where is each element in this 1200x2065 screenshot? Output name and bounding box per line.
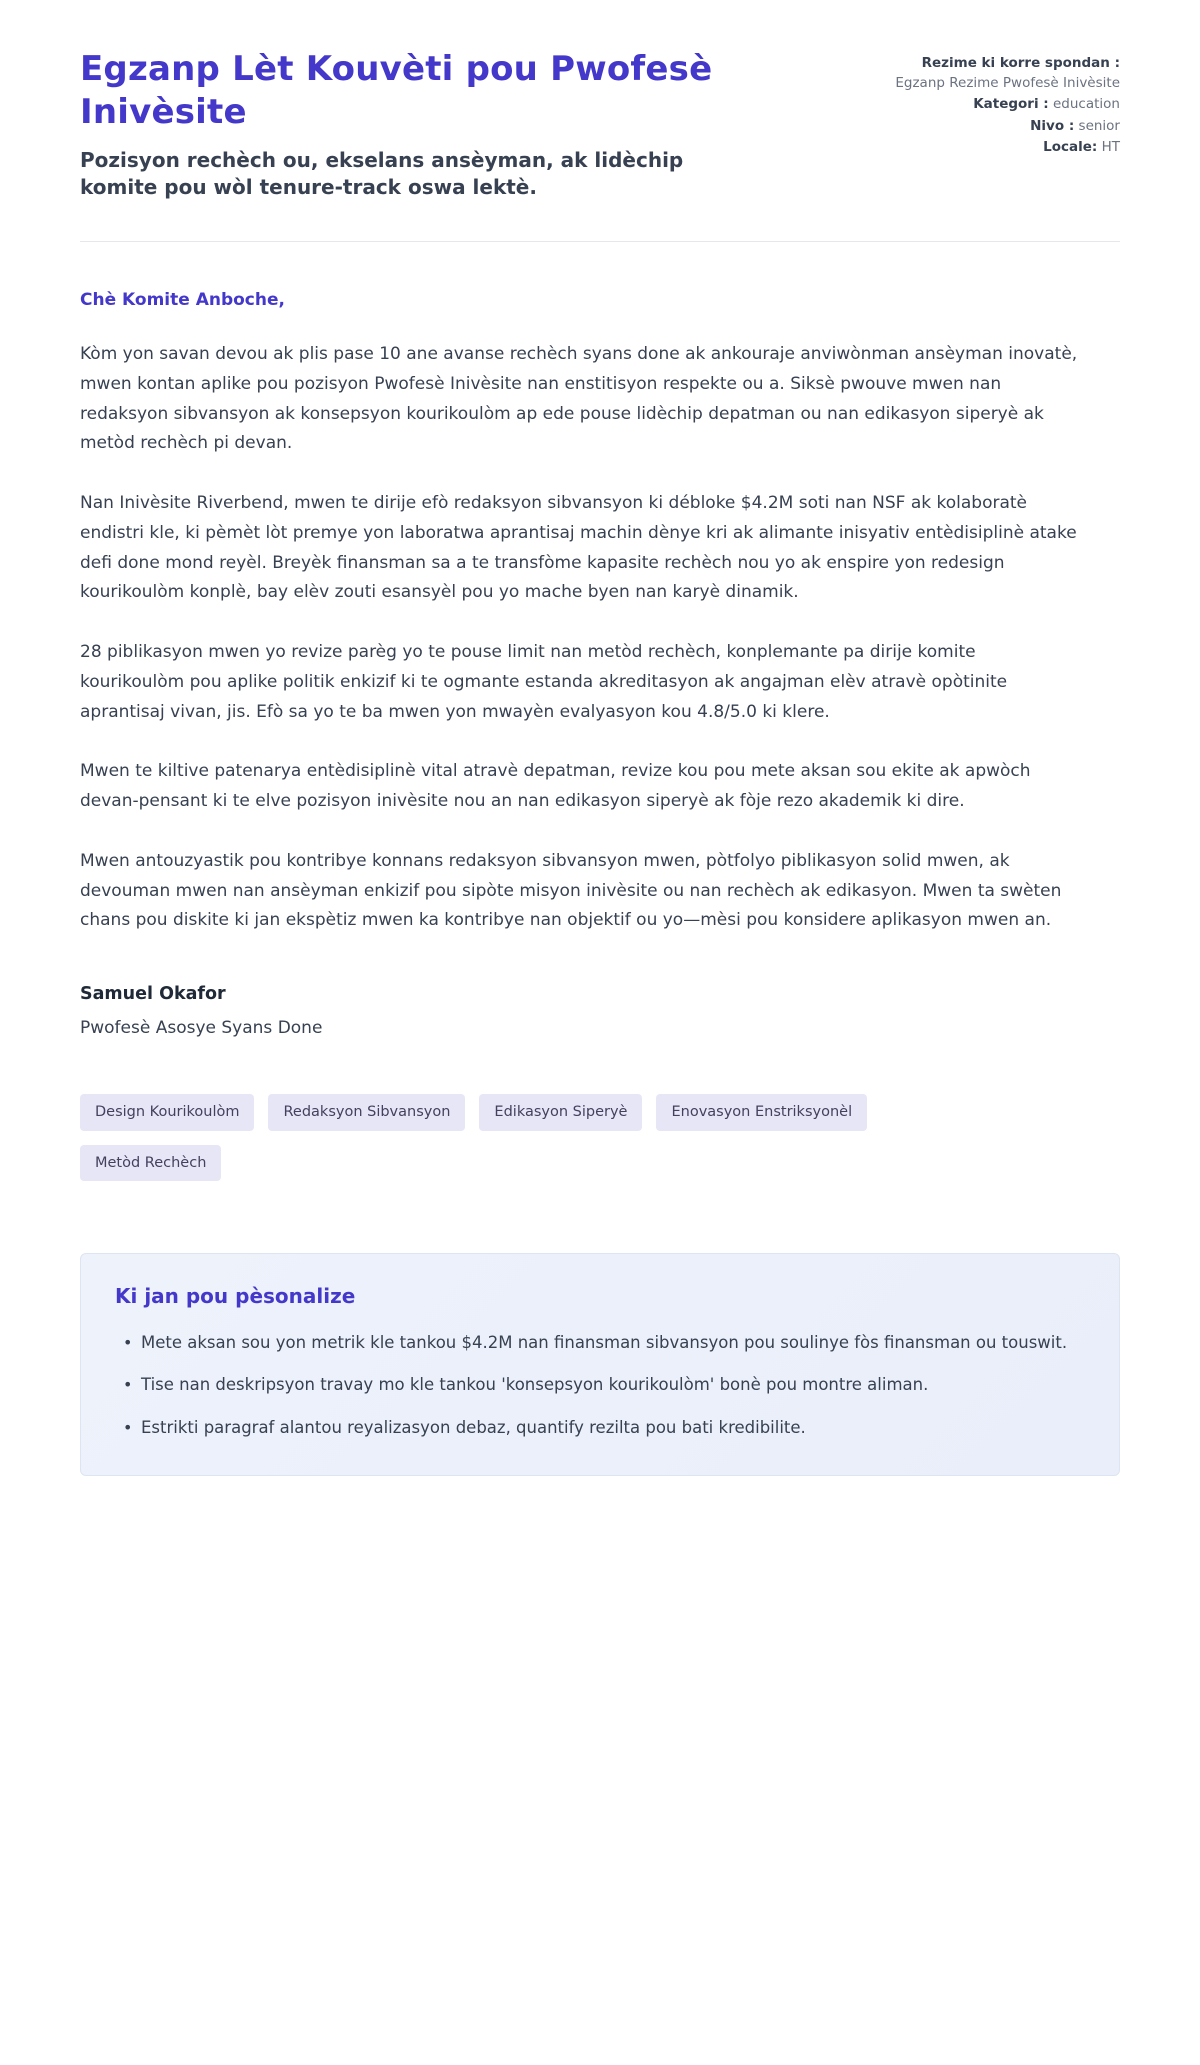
callout-tips-list bbox=[115, 1330, 1085, 1441]
tag-chip-design-kourikoulom[interactable]: Design Kourikoulòm bbox=[80, 1094, 254, 1131]
header-divider bbox=[80, 241, 1120, 242]
content-container bbox=[80, 0, 1120, 1516]
letter-greeting: Chè Komite Anboche, bbox=[80, 290, 285, 310]
meta-level-label: Nivo : bbox=[1030, 117, 1075, 134]
meta-level-row bbox=[880, 117, 1120, 137]
tag-chip-metod-rechech[interactable]: Metòd Rechèch bbox=[80, 1145, 221, 1182]
tag-chip-redaksyon-sibvansyon[interactable]: Redaksyon Sibvansyon bbox=[268, 1094, 465, 1131]
letter-paragraph: Kòm yon savan devou ak plis pase 10 ane avanse rechèch syans done ak ankouraje anviwònman ansèyman inovatè, mwen kontan aplike pou pozisyon Pwofesè Inivèsite nan enstitisyon respekte ou a. Siksè pwouve mwen nan redaksyon sibvansyon ak konsepsyon kourikoulòm ap ede pouse lidèchip depatman ou nan edikasyon siperyè ak metòd rechèch pi devan. bbox=[80, 344, 1078, 454]
meta-locale-row bbox=[880, 138, 1120, 158]
meta-resume-label: Rezime ki korre spondan : bbox=[921, 55, 1120, 71]
page-subtitle: Pozisyon rechèch ou, ekselans ansèyman, ak lidèchip komite pou wòl tenure-track oswa lektè. bbox=[80, 148, 684, 199]
signature-name: Samuel Okafor bbox=[80, 984, 226, 1004]
tag-list bbox=[80, 1094, 980, 1181]
meta-locale-value: HT bbox=[1101, 139, 1120, 156]
meta-resume-row bbox=[880, 54, 1120, 93]
meta-locale-label: Locale: bbox=[1043, 139, 1098, 156]
meta-category-label: Kategori : bbox=[973, 96, 1049, 113]
document-header bbox=[80, 48, 1120, 201]
callout-tip: • Tise nan deskripsyon travay mo kle tankou 'konsepsyon kourikoulòm' bonè pou montre aliman. bbox=[115, 1372, 1085, 1398]
personalize-callout bbox=[80, 1253, 1120, 1476]
header-title-block bbox=[80, 48, 720, 201]
letter-paragraph: 28 piblikasyon mwen yo revize parèg yo te pouse limit nan metòd rechèch, konplemante pa dirije komite kourikoulòm pou aplike politik enkizif ki te ogmante estanda akreditasyon ak angajman elèv atravè opòtinite aprantisaj vivan, jis. Efò sa yo te ba mwen yon mwayèn evalyasyon kou 4.8/5.0 ki klere. bbox=[80, 642, 1008, 722]
tag-chip-enovasyon-enstriksyonel[interactable]: Enovasyon Enstriksyonèl bbox=[656, 1094, 867, 1131]
letter-paragraph: Nan Inivèsite Riverbend, mwen te dirije efò redaksyon sibvansyon ki débloke $4.2M soti nan NSF ak kolaboratè endistri kle, ki pèmèt lòt premye yon laboratwa aprantisaj machin dènye kri ak alimante inisyativ entèdisiplinè atake defi done mond reyèl. Breyèk finansman sa a te transfòme kapasite rechèch nou yo ak enspire yon redesign kourikoulòm konplè, bay elèv zouti esansyèl pou yo mache byen nan karyè dinamik. bbox=[80, 493, 1077, 603]
meta-level-value: senior bbox=[1078, 117, 1120, 134]
callout-tip: • Estrikti paragraf alantou reyalizasyon debaz, quantify rezilta pou bati kredibilite. bbox=[115, 1415, 1085, 1441]
page-title: Egzanp Lèt Kouvèti pou Pwofesè Inivèsite bbox=[80, 49, 713, 132]
signature-role: Pwofesè Asosye Syans Done bbox=[80, 1018, 323, 1038]
meta-resume-link[interactable]: Egzanp Rezime Pwofesè Inivèsite bbox=[895, 74, 1120, 91]
callout-title: Ki jan pou pèsonalize bbox=[115, 1284, 356, 1308]
signature-block bbox=[80, 984, 1120, 1038]
cover-letter-body bbox=[80, 290, 1120, 1038]
letter-paragraph: Mwen antouzyastik pou kontribye konnans redaksyon sibvansyon mwen, pòtfolyo piblikasyon solid mwen, ak devouman mwen nan ansèyman enkizif pou sipòte misyon inivèsite ou nan rechèch ak edikasyon. Mwen ta swèten chans pou diskite ki jan ekspètiz mwen ka kontribye nan objektif ou yo—mèsi pou konsidere aplikasyon mwen an. bbox=[80, 850, 1062, 931]
callout-tip: • Mete aksan sou yon metrik kle tankou $4.2M nan finansman sibvansyon pou soulinye fòs finansman ou touswit. bbox=[115, 1330, 1085, 1356]
letter-paragraph: Mwen te kiltive patenarya entèdisiplinè vital atravè depatman, revize kou pou mete aksan sou ekite ak apwòch devan-pensant ki te elve pozisyon inivèsite nou an nan edikasyon siperyè ak fòje rezo akademik ki dire. bbox=[80, 761, 1031, 811]
tag-chip-edikasyon-siperye[interactable]: Edikasyon Siperyè bbox=[479, 1094, 642, 1131]
meta-category-value: education bbox=[1053, 96, 1120, 113]
document-meta bbox=[880, 48, 1120, 160]
meta-category-row bbox=[880, 95, 1120, 115]
